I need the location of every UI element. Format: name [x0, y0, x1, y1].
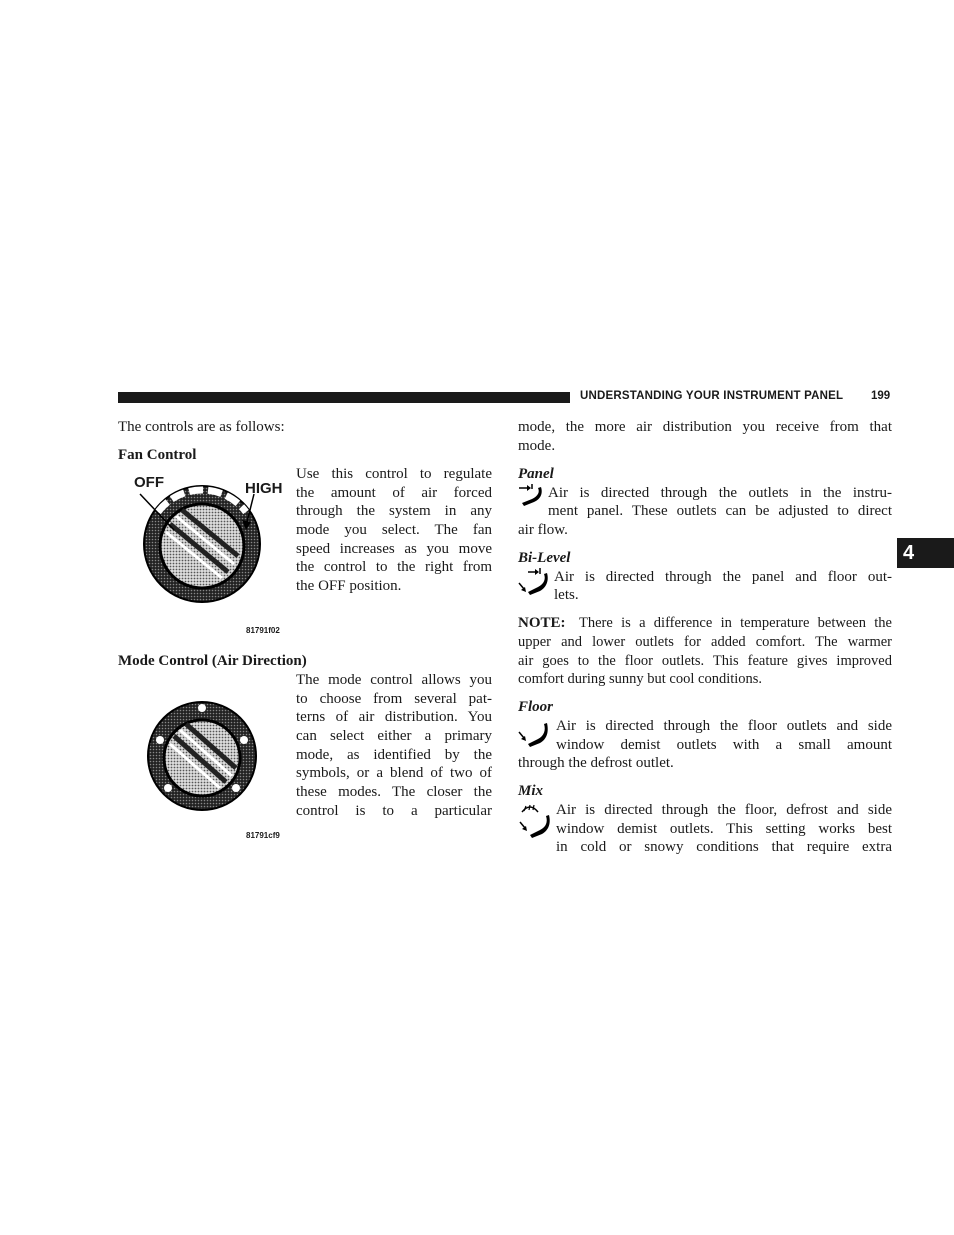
fan-label-off: OFF: [134, 474, 164, 491]
note-label: NOTE:: [518, 615, 566, 631]
text-line: through the system in any: [296, 503, 492, 519]
text-line: mode you select. The fan: [296, 522, 492, 538]
text-line: Air is directed through the panel and floor out-: [554, 569, 892, 585]
text-line: in cold or snowy conditions that require extra: [556, 839, 892, 855]
text-line: lets.: [554, 587, 579, 603]
mode-figure-caption: 81791cf9: [246, 831, 280, 840]
text-line: terns of air distribution. You: [296, 709, 492, 725]
panel-vent-icon: [518, 483, 544, 507]
text-line: the control to the right from: [296, 559, 492, 575]
mode-control-heading: Mode Control (Air Direction): [118, 653, 307, 669]
text-line: mode, the more air distribution you receive from that: [518, 419, 892, 435]
chapter-tab: 4: [897, 538, 954, 568]
text-line: to choose from several pat-: [296, 691, 492, 707]
fan-figure-caption: 81791f02: [246, 626, 280, 635]
panel-heading: Panel: [518, 466, 554, 482]
header-rule: [118, 392, 570, 403]
mix-vent-icon: [518, 802, 550, 838]
text-line: Air is directed through the floor, defrost and side: [556, 802, 892, 818]
text-line: window demist outlets with a small amount: [556, 737, 892, 753]
text-line: comfort during sunny but cool conditions.: [518, 671, 763, 687]
text-line: Air is directed through the floor outlets and side: [556, 718, 892, 734]
text-line: There is a difference in temperature between the: [579, 615, 892, 631]
text-line: air goes to the floor outlets. This feature gives improved: [518, 653, 892, 669]
text-line: window demist outlets. This setting works best: [556, 821, 892, 837]
text-line: The mode control allows you: [296, 672, 492, 688]
text-line: mode, as identified by the: [296, 747, 492, 763]
text-line: upper and lower outlets for added comfort. The warmer: [518, 634, 892, 650]
section-title: UNDERSTANDING YOUR INSTRUMENT PANEL: [580, 390, 844, 402]
text-line: Air is directed through the outlets in the instru-: [548, 485, 892, 501]
fan-control-heading: Fan Control: [118, 447, 197, 463]
floor-vent-icon: [518, 720, 548, 748]
bilevel-heading: Bi-Level: [518, 550, 571, 566]
text-line: these modes. The closer the: [296, 784, 492, 800]
text-line: can select either a primary: [296, 728, 492, 744]
text-line: the amount of air forced: [296, 485, 492, 501]
bilevel-vent-icon: [518, 568, 548, 596]
intro-text: The controls are as follows:: [118, 419, 285, 435]
page-number: 199: [871, 390, 891, 402]
text-line: ment panel. These outlets can be adjusted to direct: [548, 503, 892, 519]
text-line: control is to a particular: [296, 803, 492, 819]
text-line: Use this control to regulate: [296, 466, 492, 482]
text-line: air flow.: [518, 522, 568, 538]
text-line: the OFF position.: [296, 578, 402, 594]
text-line: mode.: [518, 438, 556, 454]
text-line: through the defrost outlet.: [518, 755, 674, 771]
fan-label-high: HIGH: [245, 480, 283, 497]
text-line: speed increases as you move: [296, 541, 492, 557]
floor-heading: Floor: [518, 699, 554, 715]
mode-knob-illustration: [146, 700, 266, 820]
text-line: symbols, or a blend of two of: [296, 765, 492, 781]
mix-heading: Mix: [518, 783, 544, 799]
